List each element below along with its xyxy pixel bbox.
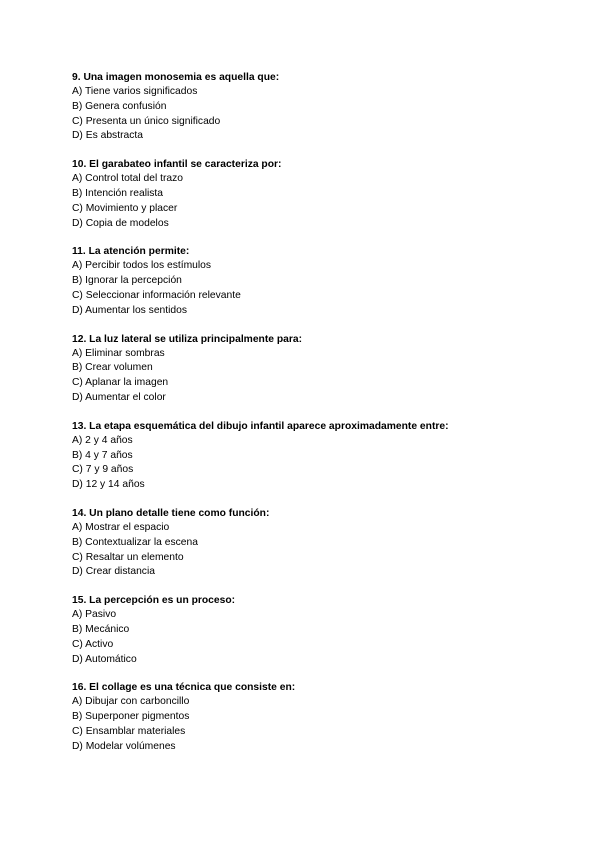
question-title: 15. La percepción es un proceso: <box>72 595 236 607</box>
question-16 <box>72 680 542 754</box>
option-b: B) Genera confusión <box>72 100 167 112</box>
option-b: B) Crear volumen <box>72 362 153 374</box>
option-a: A) Mostrar el espacio <box>72 521 170 533</box>
question-10 <box>72 157 542 231</box>
question-title: 14. Un plano detalle tiene como función: <box>72 507 270 519</box>
option-d: D) Copia de modelos <box>72 217 169 229</box>
option-a: A) Eliminar sombras <box>72 347 165 359</box>
option-d: D) Es abstracta <box>72 130 143 142</box>
question-13 <box>72 419 542 493</box>
question-title: 16. El collage es una técnica que consiste en: <box>72 682 296 694</box>
option-d: D) Aumentar el color <box>72 391 166 403</box>
option-b: B) Superponer pigmentos <box>72 711 190 723</box>
option-d: D) Crear distancia <box>72 566 155 578</box>
question-12 <box>72 332 542 406</box>
option-d: D) 12 y 14 años <box>72 479 145 491</box>
document-page <box>72 70 542 768</box>
question-9 <box>72 70 542 144</box>
question-11 <box>72 244 542 318</box>
option-c: C) Ensamblar materiales <box>72 725 186 737</box>
option-c: C) Movimiento y placer <box>72 202 178 214</box>
option-a: A) Dibujar con carboncillo <box>72 696 190 708</box>
question-14 <box>72 506 542 580</box>
option-a: A) Control total del trazo <box>72 173 184 185</box>
option-c: C) 7 y 9 años <box>72 464 134 476</box>
question-title: 11. La atención permite: <box>72 246 190 258</box>
option-a: A) 2 y 4 años <box>72 434 133 446</box>
question-15 <box>72 593 542 667</box>
option-c: C) Seleccionar información relevante <box>72 289 241 301</box>
option-c: C) Activo <box>72 638 114 650</box>
option-b: B) Contextualizar la escena <box>72 536 198 548</box>
option-b: B) Mecánico <box>72 623 130 635</box>
option-a: A) Pasivo <box>72 609 117 621</box>
option-b: B) Intención realista <box>72 187 164 199</box>
option-c: C) Presenta un único significado <box>72 115 221 127</box>
option-a: A) Percibir todos los estímulos <box>72 260 212 272</box>
question-title: 13. La etapa esquemática del dibujo infantil aparece aproximadamente entre: <box>72 420 449 432</box>
option-d: D) Modelar volúmenes <box>72 740 176 752</box>
option-b: B) Ignorar la percepción <box>72 275 182 287</box>
question-title: 12. La luz lateral se utiliza principalmente para: <box>72 333 303 345</box>
option-c: C) Resaltar un elemento <box>72 551 184 563</box>
option-c: C) Aplanar la imagen <box>72 377 169 389</box>
question-title: 10. El garabateo infantil se caracteriza por: <box>72 159 282 171</box>
option-b: B) 4 y 7 años <box>72 449 133 461</box>
option-a: A) Tiene varios significados <box>72 86 198 97</box>
option-d: D) Automático <box>72 653 137 665</box>
question-title: 9. Una imagen monosemia es aquella que: <box>72 72 280 83</box>
option-d: D) Aumentar los sentidos <box>72 304 188 316</box>
